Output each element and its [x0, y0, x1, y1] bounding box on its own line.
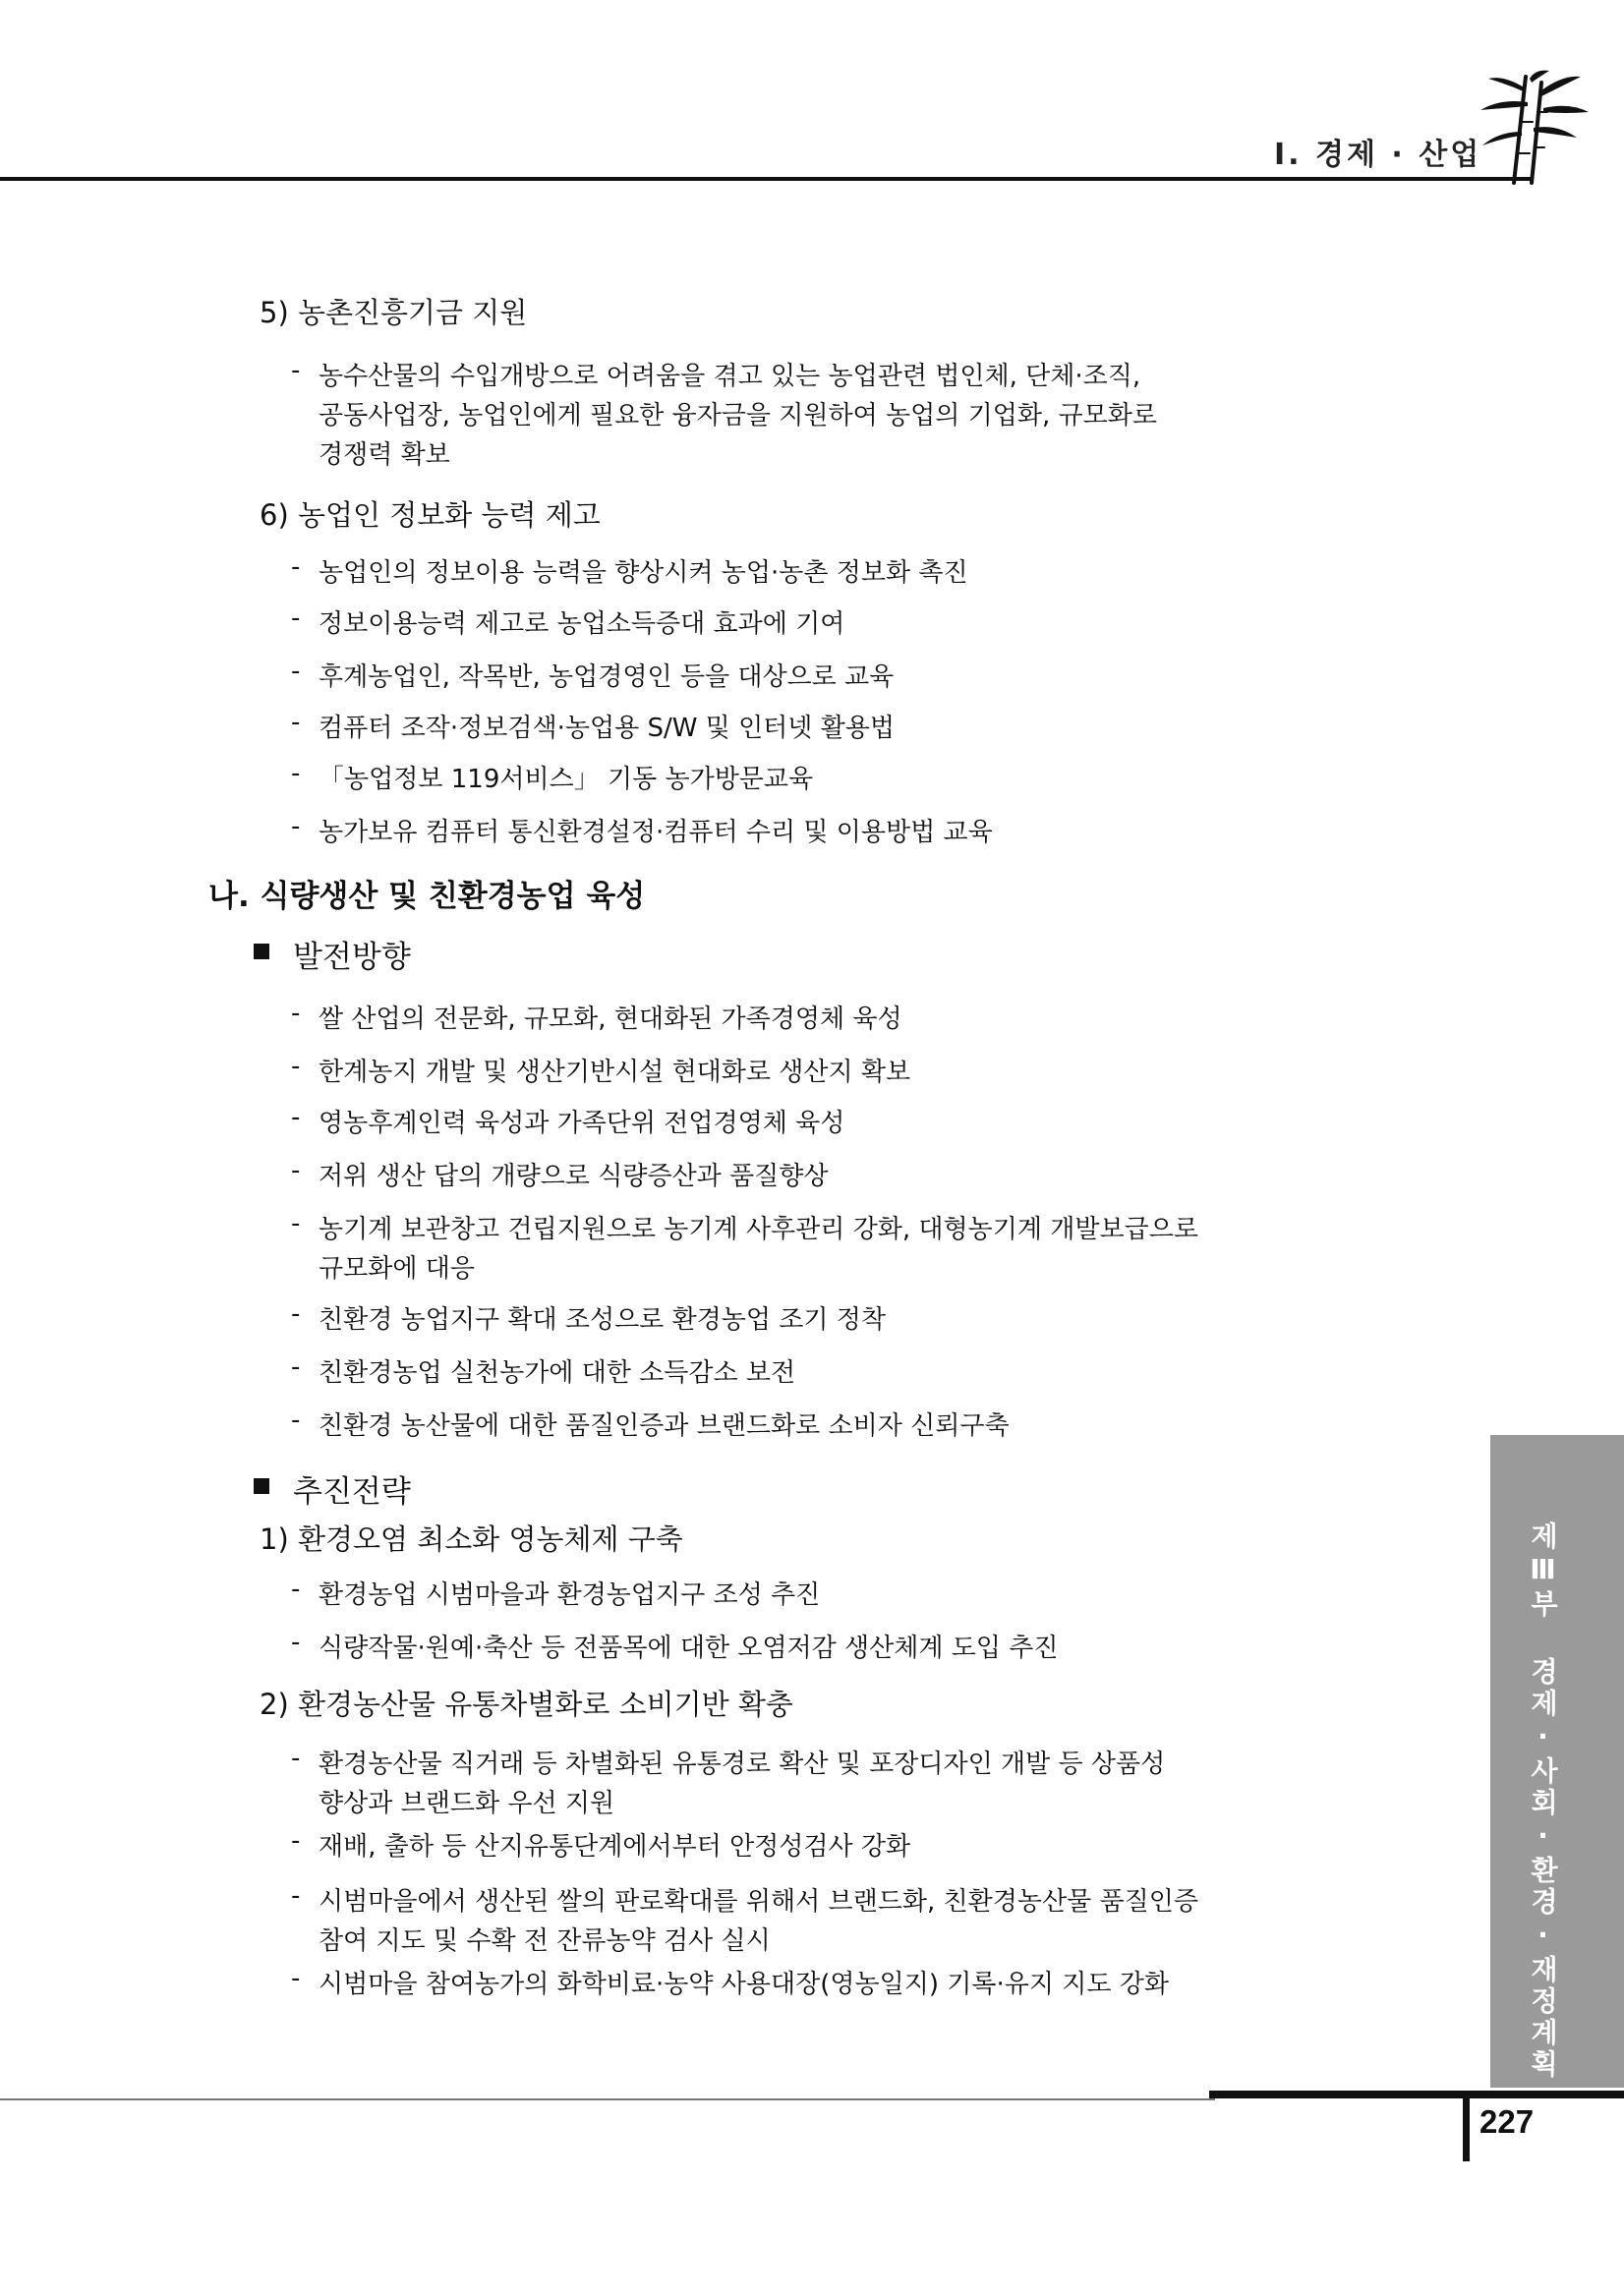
list-item-line: 저위 생산 답의 개량으로 식량증산과 품질향상: [319, 1162, 829, 1191]
dash-bullet: -: [291, 1209, 301, 1238]
list-item-line: 향상과 브랜드화 우선 지원: [319, 1789, 615, 1818]
header-rule: [0, 177, 1534, 181]
dash-bullet: -: [291, 657, 301, 686]
dash-bullet: -: [291, 812, 301, 841]
footer-rule-thick: [1209, 2091, 1624, 2098]
subsection-heading: 2) 환경농산물 유통차별화로 소비기반 확충: [260, 1688, 793, 1721]
subhead-title: 추진전략: [293, 1474, 411, 1510]
dash-bullet: -: [291, 708, 301, 737]
subsection-heading: 6) 농업인 정보화 능력 제고: [260, 498, 601, 532]
dash-bullet: -: [291, 1826, 301, 1856]
dash-bullet: -: [291, 1575, 301, 1604]
dash-bullet: -: [291, 1299, 301, 1329]
list-item-line: 영농후계인력 육성과 가족단위 전업경영체 육성: [319, 1109, 845, 1138]
list-item-line: 농수산물의 수입개방으로 어려움을 겪고 있는 농업관련 법인체, 단체·조직,: [319, 362, 1141, 391]
subsection-heading: 5) 농촌진흥기금 지원: [260, 296, 528, 329]
list-item-line: 농업인의 정보이용 능력을 향상시켜 농업·농촌 정보화 촉진: [319, 558, 968, 588]
list-item-line: 공동사업장, 농업인에게 필요한 융자금을 지원하여 농업의 기업화, 규모화로: [319, 401, 1157, 430]
list-item-line: 환경농산물 직거래 등 차별화된 유통경로 확산 및 포장디자인 개발 등 상품성: [319, 1750, 1166, 1779]
bamboo-icon: [1475, 69, 1593, 185]
dash-bullet: -: [291, 603, 301, 633]
list-item-line: 쌀 산업의 전문화, 규모화, 현대화된 가족경영체 육성: [319, 1004, 902, 1034]
section-heading: 나. 식량생산 및 친환경농업 육성: [208, 879, 646, 914]
list-item-line: 재배, 출하 등 산지유통단계에서부터 안정성검사 강화: [319, 1832, 911, 1862]
list-item-line: 「농업정보 119서비스」 기동 농가방문교육: [319, 765, 814, 794]
dash-bullet: -: [291, 1744, 301, 1773]
subsection-heading: 1) 환경오염 최소화 영농체제 구축: [260, 1522, 683, 1556]
dash-bullet: -: [291, 356, 301, 385]
list-item-line: 환경농업 시범마을과 환경농업지구 조성 추진: [319, 1580, 821, 1610]
dash-bullet: -: [291, 1156, 301, 1185]
subhead-title: 발전방향: [293, 940, 411, 975]
dash-bullet: -: [291, 999, 301, 1028]
list-item-line: 컴퓨터 조작·정보검색·농업용 S/W 및 인터넷 활용법: [319, 714, 896, 743]
list-item-line: 후계농업인, 작목반, 농업경영인 등을 대상으로 교육: [319, 662, 895, 692]
dash-bullet: -: [291, 1052, 301, 1081]
list-item-line: 친환경 농업지구 확대 조성으로 환경농업 조기 정착: [319, 1305, 887, 1335]
list-item-line: 친환경농업 실천농가에 대한 소득감소 보전: [319, 1358, 796, 1388]
square-bullet-icon: [254, 944, 269, 959]
list-item-line: 농가보유 컴퓨터 통신환경설정·컴퓨터 수리 및 이용방법 교육: [319, 818, 993, 847]
list-item-line: 규모화에 대응: [319, 1254, 475, 1284]
list-item-line: 정보이용능력 제고로 농업소득증대 효과에 기여: [319, 609, 845, 639]
list-item-line: 식량작물·원예·축산 등 전품목에 대한 오염저감 생산체계 도입 추진: [319, 1634, 1059, 1663]
page-number-bar: [1463, 2098, 1470, 2161]
footer-rule: [0, 2098, 1215, 2100]
dash-bullet: -: [291, 759, 301, 788]
dash-bullet: -: [291, 1881, 301, 1911]
list-item-line: 시범마을 참여농가의 화학비료·농약 사용대장(영농일지) 기록·유지 지도 강화: [319, 1970, 1170, 1999]
list-item-line: 농기계 보관창고 건립지원으로 농기계 사후관리 강화, 대형농기계 개발보급으로: [319, 1215, 1198, 1244]
dash-bullet: -: [291, 1352, 301, 1382]
list-item-line: 시범마을에서 생산된 쌀의 판로확대를 위해서 브랜드화, 친환경농산물 품질인증: [319, 1887, 1198, 1917]
list-item-line: 참여 지도 및 수확 전 잔류농약 검사 실시: [319, 1926, 771, 1956]
list-item-line: 경쟁력 확보: [319, 440, 450, 470]
dash-bullet: -: [291, 552, 301, 582]
square-bullet-icon: [254, 1478, 269, 1494]
chapter-tab-label: 제Ⅲ부 경제·사회·환경·재정계획: [1527, 1521, 1559, 2081]
dash-bullet: -: [291, 1964, 301, 1993]
list-item-line: 한계농지 개발 및 생산기반시설 현대화로 생산지 확보: [319, 1058, 911, 1087]
dash-bullet: -: [291, 1406, 301, 1435]
dash-bullet: -: [291, 1628, 301, 1657]
dash-bullet: -: [291, 1103, 301, 1132]
list-item-line: 친환경 농산물에 대한 품질인증과 브랜드화로 소비자 신뢰구축: [319, 1411, 1010, 1441]
header-title: Ⅰ. 경제 · 산업: [1274, 138, 1482, 172]
page-number: 227: [1479, 2103, 1535, 2140]
